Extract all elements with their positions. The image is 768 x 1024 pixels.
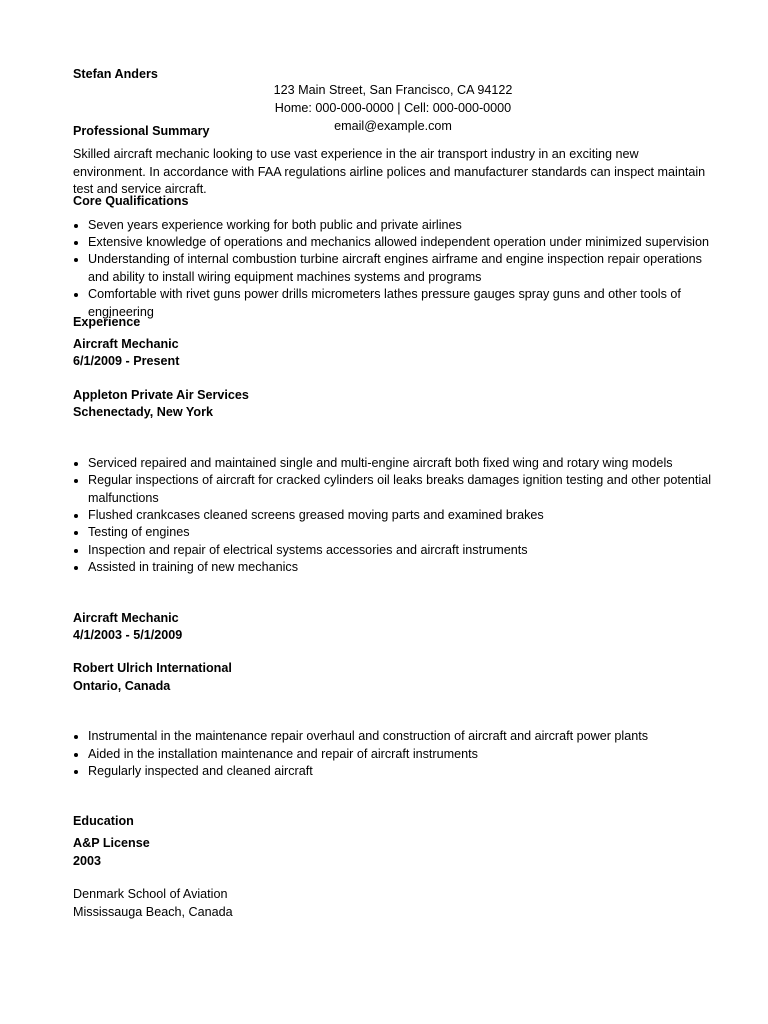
company-location: Ontario, Canada	[73, 678, 171, 693]
qualifications-list	[73, 217, 713, 321]
list-item: Seven years experience working for both public and private airlines	[73, 217, 713, 234]
duties-list	[73, 455, 713, 577]
company-name: Robert Ulrich International	[73, 661, 232, 676]
list-item: Regularly inspected and cleaned aircraft	[73, 763, 713, 780]
list-item: Inspection and repair of electrical systems accessories and aircraft instruments	[73, 542, 713, 559]
list-item: Comfortable with rivet guns power drills micrometers lathes pressure gauges spray guns and other tools of engineering	[73, 286, 713, 321]
list-item: Aided in the installation maintenance and repair of aircraft instruments	[73, 746, 713, 763]
phone-line: Home: 000-000-0000 | Cell: 000-000-0000	[274, 101, 512, 116]
degree-name: A&P License	[73, 836, 150, 851]
list-item: Regular inspections of aircraft for cracked cylinders oil leaks breaks damages ignition testing and other potential malfunctions	[73, 472, 713, 507]
experience-heading: Experience	[73, 315, 141, 330]
candidate-name: Stefan Anders	[73, 67, 158, 81]
summary-text: Skilled aircraft mechanic looking to use vast experience in the air transport industry in an exciting new environment. In accordance with FAA regulations airline polices and manufacturer standards can inspect maintain test and service aircraft.	[73, 147, 706, 197]
qualifications-heading: Core Qualifications	[73, 193, 189, 208]
email-line: email@example.com	[334, 119, 452, 134]
list-item: Assisted in training of new mechanics	[73, 559, 713, 576]
list-item: Instrumental in the maintenance repair overhaul and construction of aircraft and aircraft power plants	[73, 728, 713, 745]
resume-page	[73, 66, 713, 921]
degree-year: 2003	[73, 853, 102, 868]
list-item: Testing of engines	[73, 524, 713, 541]
job-entry	[73, 336, 713, 576]
job-entry	[73, 610, 713, 781]
list-item: Serviced repaired and maintained single and multi-engine aircraft both fixed wing and rotary wing models	[73, 455, 713, 472]
job-dates: 4/1/2003 - 5/1/2009	[73, 627, 183, 642]
list-item: Understanding of internal combustion turbine aircraft engines airframe and engine inspection repair operations and ability to install wiring equipment machines systems and programs	[73, 251, 713, 286]
address-line: 123 Main Street, San Francisco, CA 94122	[273, 83, 513, 98]
job-dates: 6/1/2009 - Present	[73, 354, 180, 369]
list-item: Flushed crankcases cleaned screens greased moving parts and examined brakes	[73, 507, 713, 524]
education-heading: Education	[73, 814, 134, 829]
company-name: Appleton Private Air Services	[73, 387, 249, 402]
summary-heading: Professional Summary	[73, 124, 210, 139]
school-location: Mississauga Beach, Canada	[73, 904, 233, 919]
company-location: Schenectady, New York	[73, 405, 213, 420]
job-title: Aircraft Mechanic	[73, 610, 179, 625]
job-title: Aircraft Mechanic	[73, 337, 179, 352]
school-name: Denmark School of Aviation	[73, 887, 228, 902]
list-item: Extensive knowledge of operations and mechanics allowed independent operation under minimized supervision	[73, 234, 713, 251]
duties-list	[73, 728, 713, 780]
